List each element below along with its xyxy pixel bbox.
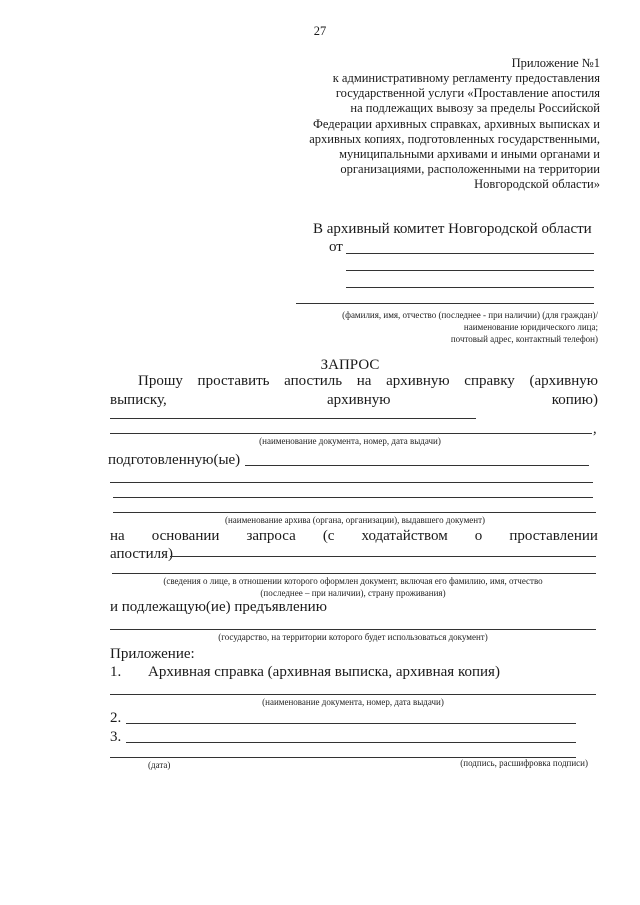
addressee-to: В архивный комитет Новгородской области — [313, 221, 592, 237]
addressee-hint — [342, 309, 598, 345]
attachment-2-number: 2. — [110, 710, 122, 726]
page-number: 27 — [313, 24, 327, 38]
appendix-line: архивных копиях, подготовленных государственными, — [309, 131, 600, 146]
person-hint-2: (последнее – при наличии), страну проживания) — [260, 588, 446, 598]
request-line-2-mid: архивную — [327, 392, 391, 408]
person-line — [112, 573, 596, 574]
word: на — [110, 528, 125, 544]
archive-line — [113, 497, 593, 498]
appendix-line: муниципальными архивами и иными органами и — [339, 147, 600, 162]
document-hint: (наименование документа, номер, дата выдачи) — [259, 436, 441, 446]
word: ходатайством — [361, 528, 448, 544]
prepared-label: подготовленную(ые) — [108, 452, 241, 468]
appendix-line: к административному регламенту предоставления — [332, 71, 600, 85]
signature-hint: (подпись, расшифровка подписи) — [460, 758, 588, 768]
addressee-from-label: от — [329, 239, 343, 255]
attachment-1-number: 1. — [110, 664, 122, 680]
document-line — [110, 418, 476, 419]
word: на — [356, 373, 372, 389]
appendix-text — [240, 71, 600, 193]
word: о — [474, 528, 483, 544]
request-title: ЗАПРОС — [320, 357, 380, 373]
request-line-1 — [110, 373, 598, 390]
word: (архивную — [529, 373, 598, 389]
word: проставить — [197, 373, 270, 389]
from-line — [296, 303, 594, 304]
addressee-hint-line: (фамилия, имя, отчество (последнее - при наличии) (для граждан)/ — [342, 310, 598, 320]
from-line — [346, 253, 594, 254]
appendix-line: Новгородской области» — [474, 177, 600, 192]
appendix-line: на подлежащих вывозу за пределы Российской — [350, 101, 600, 116]
word: основании — [151, 528, 220, 544]
attachments-label: Приложение: — [110, 646, 195, 662]
appendix-line: организациями, расположенными на территории — [340, 162, 600, 177]
basis-line-1 — [110, 528, 598, 545]
basis-line-2: апостиля) — [110, 546, 173, 562]
subject-label: и подлежащую(ие) предъявлению — [110, 599, 327, 615]
person-hint-1: (сведения о лице, в отношении которого оформлен документ, включая его фамилию, имя, отчество — [163, 576, 543, 586]
request-line-2-left: выписку, — [110, 392, 167, 408]
word: справку — [464, 373, 515, 389]
state-hint: (государство, на территории которого будет использоваться документ) — [218, 632, 488, 642]
word: архивную — [386, 373, 450, 389]
attachment-1-text: Архивная справка (архивная выписка, архивная копия) — [148, 664, 500, 680]
word: апостиль — [284, 373, 343, 389]
attachment-3-number: 3. — [110, 729, 122, 745]
document-line — [110, 433, 592, 434]
word: запроса — [246, 528, 296, 544]
from-line — [346, 270, 594, 271]
word: (с — [322, 528, 335, 544]
archive-line — [245, 465, 589, 466]
person-line — [170, 556, 596, 557]
archive-line — [110, 482, 593, 483]
appendix-title: Приложение №1 — [511, 56, 600, 70]
attachment-2-line — [126, 723, 576, 724]
archive-line — [113, 512, 596, 513]
request-line-2-right: копию) — [551, 392, 598, 408]
archive-hint: (наименование архива (органа, организации), выдавшего документ) — [224, 515, 486, 525]
date-hint: (дата) — [148, 760, 171, 770]
addressee-hint-line: наименование юридического лица; — [463, 322, 598, 332]
attachment-1-hint: (наименование документа, номер, дата выдачи) — [262, 697, 444, 707]
attachment-3-line — [126, 742, 576, 743]
word: Прошу — [138, 373, 183, 389]
trailing-comma: , — [593, 421, 597, 437]
appendix-line: государственной услуги «Проставление апостиля — [335, 86, 600, 101]
state-line — [110, 629, 596, 630]
attachment-1-line — [110, 694, 596, 695]
appendix-line: Федерации архивных справках, архивных выписках и — [313, 116, 600, 131]
addressee-hint-line: почтовый адрес, контактный телефон) — [450, 334, 598, 344]
word: проставлении — [509, 528, 598, 544]
from-line — [346, 287, 594, 288]
